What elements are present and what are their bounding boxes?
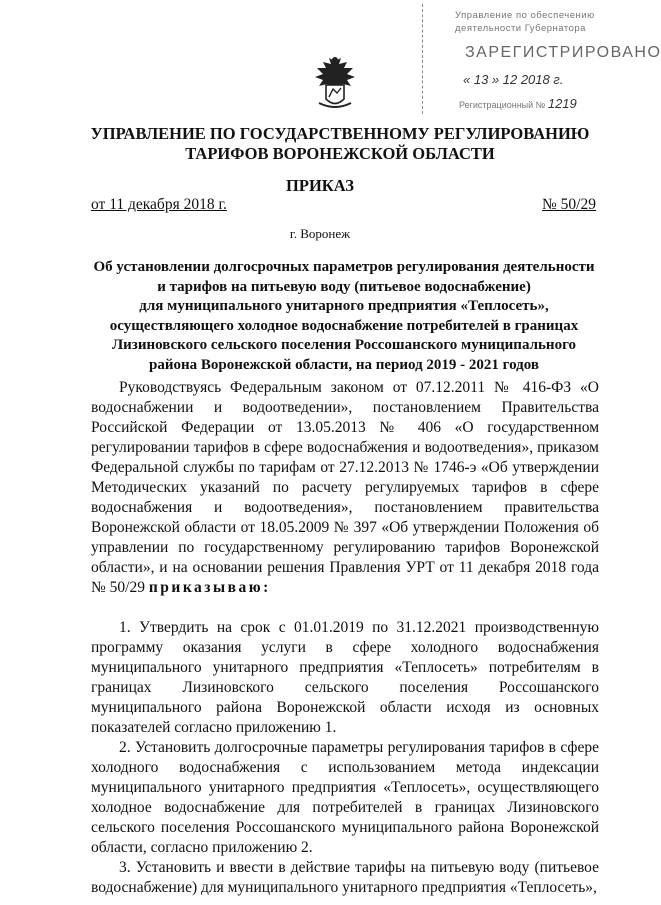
org-line-1: УПРАВЛЕНИЕ ПО ГОСУДАРСТВЕННОМУ РЕГУЛИРОВАНИЮ <box>90 124 590 143</box>
stamp-reg-value: 1219 <box>547 96 577 111</box>
stamp-reg-number <box>459 96 577 111</box>
document-type: ПРИКАЗ <box>286 176 354 195</box>
order-date: от 11 декабря 2018 г. <box>91 196 227 213</box>
title-line: осуществляющего холодное водоснабжение потребителей в границах <box>109 317 579 334</box>
organization-name <box>40 124 640 164</box>
item-2: 2. Установить долгосрочные параметры регулирования тарифов в сфере холодного водоснабжения с использованием метода индексации муниципального унитарного предприятия «Теплосеть», осуществляющего холодное водоснабжение для потребителей в границах Лизиновского сельского поселения Россошанского муниципального района Воронежской области, согласно приложению 2. <box>91 739 599 856</box>
org-line-2: ТАРИФОВ ВОРОНЕЖСКОЙ ОБЛАСТИ <box>185 144 495 163</box>
title-line: района Воронежской области, на период 2019 - 2021 годов <box>149 356 539 373</box>
title-line: и тарифов на питьевую воду (питьевое водоснабжение) <box>157 278 531 295</box>
stamp-line-1: Управление по обеспечению <box>455 10 595 21</box>
stamp-line-2: деятельности Губернатора <box>455 23 586 34</box>
item-1: 1. Утвердить на срок с 01.01.2019 по 31.12.2021 производственную программу оказания услуги в сфере холодного водоснабжения муниципального унитарного предприятия «Теплосеть» потребителям в границах Лизиновского сельского поселения Россошанского муниципального района Воронежской области исходя из основных показателей согласно приложению 1. <box>91 619 599 736</box>
coat-of-arms-icon <box>309 55 361 111</box>
title-line: Об установлении долгосрочных параметров регулирования деятельности <box>93 259 595 275</box>
order-title <box>84 258 604 375</box>
stamp-date: « 13 » 12 2018 г. <box>463 72 564 87</box>
title-line: Лизиновского сельского поселения Россошанского муниципального <box>111 337 577 353</box>
preamble-paragraph <box>91 378 599 598</box>
preamble-text: Руководствуясь Федеральным законом от 07.12.2011 № 416-ФЗ «О водоснабжении и водоотведении», постановлением Правительства Российской Федерации от 13.05.2013 № 406 «О государственном регулировании тарифов в сфере водоснабжения и водоотведения», приказом Федеральной службы по тарифам от 27.12.2013 № 1746-э «Об утверждении Методических указаний по расчету регулируемых тарифов в сфере водоснабжения и водоотведения», постановлением правительства Воронежской области от 18.05.2009 № 397 «Об утверждении Положения об управлении по государственному регулированию тарифов Воронежской области», и на основании решения Правления УРТ от 11 декабря 2018 года № 50/29 <box>91 379 599 596</box>
order-body <box>91 378 599 898</box>
order-word: приказываю: <box>148 579 271 596</box>
registration-stamp <box>422 4 661 114</box>
item-3: 3. Установить и ввести в действие тарифы на питьевую воду (питьевое водоснабжение) для муниципального унитарного предприятия «Теплосеть», <box>91 859 599 896</box>
stamp-registered: ЗАРЕГИСТРИРОВАНО <box>465 44 661 61</box>
stamp-reg-label: Регистрационный № <box>459 100 548 110</box>
city: г. Воронеж <box>289 226 351 241</box>
title-line: для муниципального унитарного предприятия «Теплосеть», <box>139 298 549 314</box>
order-number: № 50/29 <box>542 196 596 213</box>
